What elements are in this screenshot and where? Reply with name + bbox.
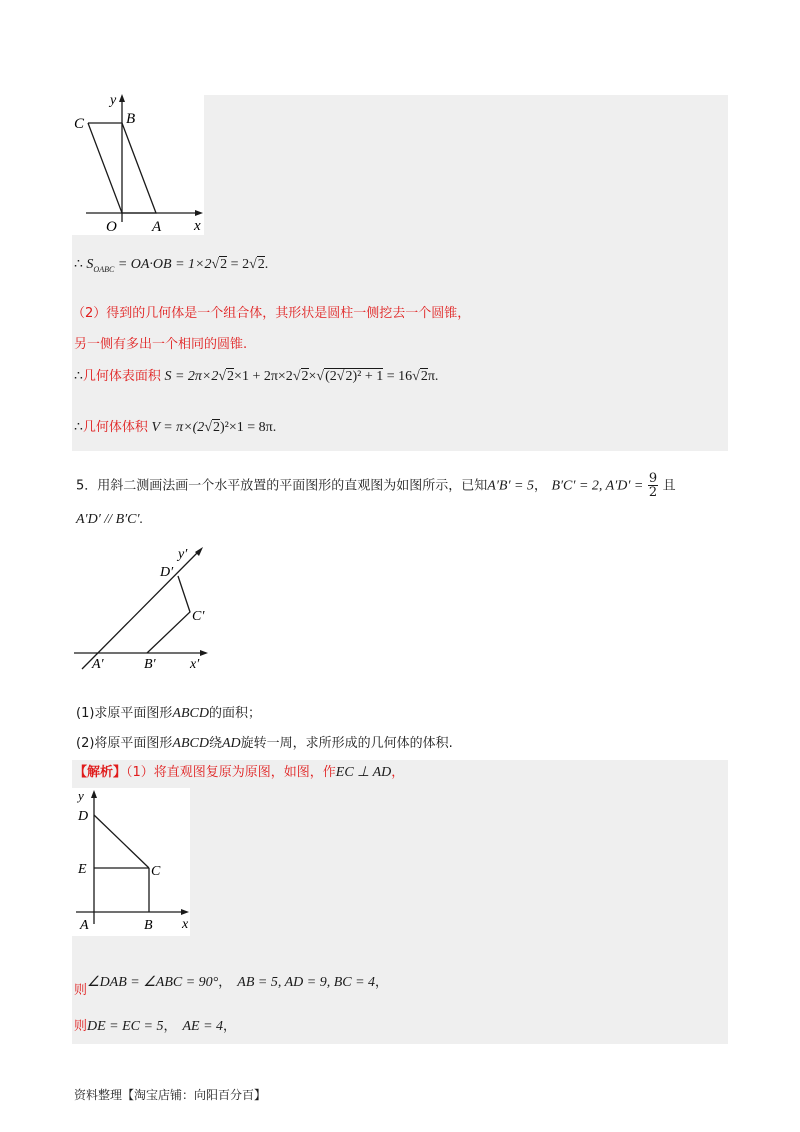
label-b-prime: B′ (144, 657, 156, 672)
x-axis-3-arrow (181, 909, 189, 915)
label-o: O (106, 219, 117, 235)
label-y: y (110, 93, 117, 108)
label-e: E (78, 862, 87, 877)
question-5: 5．用斜二测画法画一个水平放置的平面图形的直观图为如图所示，已知A′B′ = 5， B′C′ = 2, A′D′ = $\frac{9}{2}$ 且 (76, 471, 676, 500)
label-d-prime: D′ (160, 565, 174, 580)
x-axis-arrow (195, 210, 203, 216)
part2-line2: 另一侧有多出一个相同的圆锥. (74, 337, 248, 352)
label-y-3: y (78, 788, 84, 803)
label-b: B (144, 918, 153, 933)
label-y-prime: y′ (178, 547, 188, 562)
then-line-2: 则DE = EC = 5， AE = 4， (74, 1019, 237, 1034)
y-axis-3-arrow (91, 790, 97, 798)
fraction-9-2: $\frac{9}{2}$ (648, 471, 658, 500)
figure-parallelogram-oabc (72, 90, 204, 235)
volume-formula: ∴几何体体积 V = π×(2√2)²×1 = 8π. (74, 420, 277, 435)
label-x: x (194, 218, 201, 234)
label-b: B (126, 111, 136, 127)
then-line-1: 则∠DAB = ∠ABC = 90°， AB = 5, AD = 9, BC = 4， (74, 975, 389, 998)
label-a-prime: A′ (92, 657, 104, 672)
question-5-parallel: A′D′ // B′C′. (76, 512, 144, 527)
label-c: C (151, 864, 161, 879)
footer-text: 资料整理【淘宝店铺：向阳百分百】 (74, 1088, 267, 1102)
label-c-prime: C′ (192, 609, 205, 624)
x-prime-arrow (200, 650, 208, 656)
label-c: C (74, 116, 85, 132)
label-x-3: x (182, 917, 189, 932)
answer-block-2b (190, 788, 728, 936)
y-axis-arrow (119, 94, 125, 102)
sub-question-2: (2)将原平面图形ABCD绕AD旋转一周，求所形成的几何体的体积. (76, 736, 453, 751)
surface-area-formula: ∴几何体表面积 S = 2π×2√2×1 + 2π×2√2×√(2√2)² + 1 = 16√2π. (74, 369, 439, 384)
y-prime-axis (82, 550, 200, 669)
area-formula: ∴ $S_{OABC} = OA\cdot OB = 1\times 2√2 = 2√2$. (74, 257, 269, 274)
label-d: D (78, 809, 89, 824)
label-a: A (152, 219, 162, 235)
analysis-line: 【解析】（1）将直观图复原为原图，如图，作EC ⊥ AD， (74, 765, 405, 780)
figure-original-trapezoid (72, 786, 192, 934)
quadrilateral-outline (147, 576, 190, 653)
part2-line1: （2）得到的几何体是一个组合体，其形状是圆柱一侧挖去一个圆锥， (72, 306, 471, 321)
figure-oblique-view (72, 540, 212, 675)
answer-block-1 (204, 95, 728, 235)
label-a: A (80, 918, 89, 933)
segment-dc (94, 815, 149, 868)
sub-question-1: (1)求原平面图形ABCD的面积； (76, 706, 261, 721)
label-x-prime: x′ (190, 657, 200, 672)
